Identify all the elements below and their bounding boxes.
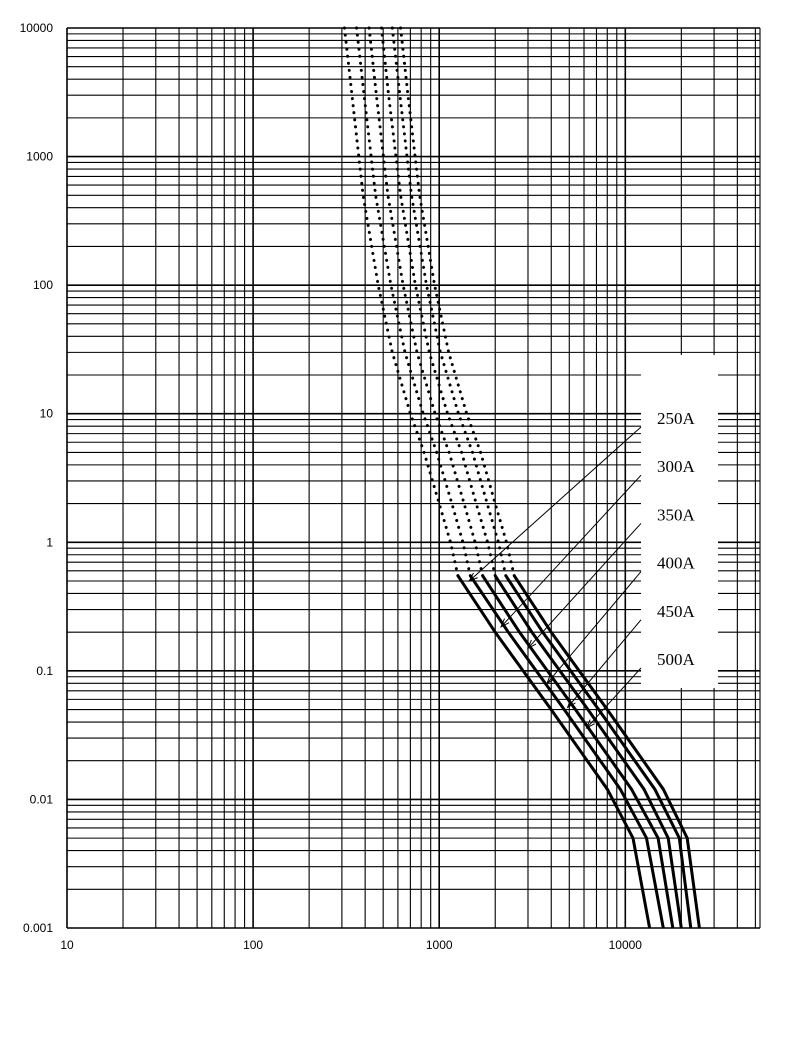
curve-250a-dotted (345, 28, 458, 576)
y-tick-label: 10 (39, 406, 53, 421)
y-tick-label: 0.1 (36, 663, 53, 678)
curve-300a-dotted (357, 28, 471, 576)
y-tick-label: 100 (32, 278, 53, 293)
legend-label-400a: 400A (657, 553, 695, 573)
y-tick-label: 10000 (19, 21, 53, 35)
x-axis-ticks (60, 938, 642, 952)
legend-arrow-300a (501, 475, 641, 627)
x-tick-label: 10000 (608, 938, 642, 952)
y-tick-label: 1 (46, 535, 53, 550)
y-tick-label: 1000 (26, 149, 53, 164)
legend-label-300a: 300A (657, 457, 695, 477)
legend-label-450a: 450A (657, 601, 695, 621)
x-tick-label: 1000 (425, 938, 453, 952)
x-tick-label: 10 (60, 938, 74, 952)
legend-label-500a: 500A (657, 650, 695, 669)
curve-250a-solid (458, 576, 650, 928)
legend-label-350a: 350A (657, 505, 695, 525)
y-axis-ticks (20, 21, 54, 935)
legend-arrow-400a (547, 572, 641, 684)
curve-300a-solid (470, 576, 663, 928)
x-tick-label: 100 (243, 938, 264, 952)
y-tick-label: 0.001 (22, 921, 53, 935)
legend-arrow-450a (568, 620, 641, 708)
curve-350a-dotted (369, 28, 483, 576)
y-tick-label: 0.01 (29, 792, 53, 807)
legend-label-250a: 250A (657, 409, 695, 428)
